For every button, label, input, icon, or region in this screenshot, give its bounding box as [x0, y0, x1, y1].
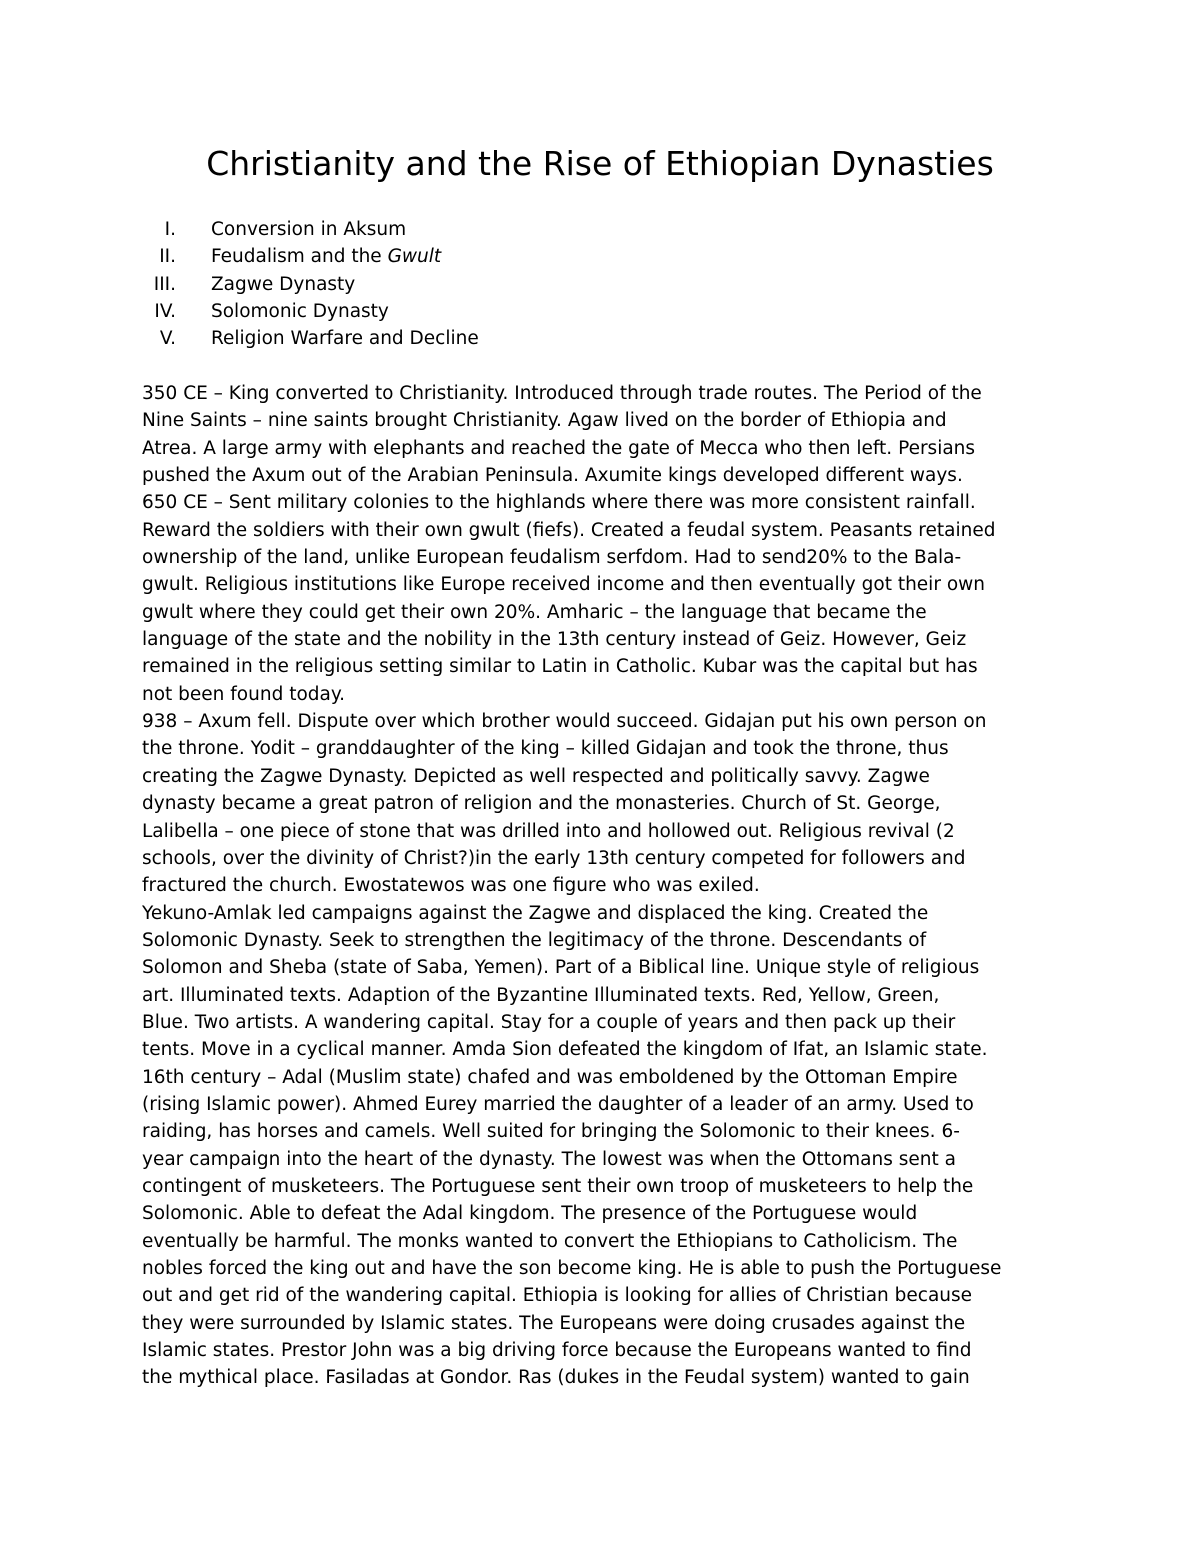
outline-numeral: V. [159, 328, 176, 350]
outline-text: Solomonic Dynasty [211, 300, 389, 322]
outline-numeral: I. [164, 219, 176, 240]
outline-text: Zagwe Dynasty [211, 273, 356, 295]
body-text-line: Solomon and Sheba (state of Saba, Yemen). Part of a Biblical line. Unique style of religious [142, 957, 980, 979]
outline-text: Feudalism and the [211, 246, 388, 268]
outline-text: Religion Warfare and Decline [211, 328, 479, 350]
body-text-line: ownership of the land, unlike European feudalism serfdom. Had to send20% to the Bala- [142, 547, 962, 569]
document-title: Christianity and the Rise of Ethiopian Dynasties [206, 144, 994, 183]
body-text-line: eventually be harmful. The monks wanted to convert the Ethiopians to Catholicism. The [142, 1230, 958, 1252]
body-text-line: language of the state and the nobility in the 13th century instead of Geiz. However, Geiz [142, 629, 967, 651]
outline-numeral: IV. [154, 300, 176, 322]
body-text-line: Lalibella – one piece of stone that was drilled into and hollowed out. Religious revival (2 [142, 820, 955, 842]
outline-italic-term: Gwult [387, 246, 442, 268]
body-text-line: art. Illuminated texts. Adaption of the Byzantine Illuminated texts. Red, Yellow, Green, [142, 984, 940, 1006]
body-text-line: Solomonic. Able to defeat the Adal kingdom. The presence of the Portuguese would [142, 1203, 918, 1225]
body-text-line: remained in the religious setting similar to Latin in Catholic. Kubar was the capital but has [142, 656, 978, 678]
outline-item [142, 216, 479, 243]
body-text-line: schools, over the divinity of Christ?)in the early 13th century competed for followers and [142, 847, 966, 869]
body-text-line: not been found today. [142, 683, 346, 705]
body-text-line: Reward the soldiers with their own gwult (fiefs). Created a feudal system. Peasants retained [142, 519, 996, 541]
outline-item [142, 271, 479, 298]
outline-item [142, 325, 479, 352]
body-text-line: pushed the Axum out of the Arabian Peninsula. Axumite kings developed different ways. [142, 465, 963, 487]
body-text [142, 380, 1062, 1392]
outline-item [142, 243, 479, 270]
body-text-line: gwult. Religious institutions like Europe received income and then eventually got their own [142, 574, 985, 596]
outline-numeral: II. [159, 246, 176, 268]
body-text-line: year campaign into the heart of the dynasty. The lowest was when the Ottomans sent a [142, 1148, 956, 1170]
body-text-line: 16th century – Adal (Muslim state) chafed and was emboldened by the Ottoman Empire [142, 1066, 958, 1088]
body-text-line: Nine Saints – nine saints brought Christianity. Agaw lived on the border of Ethiopia and [142, 410, 947, 432]
body-text-line: (rising Islamic power). Ahmed Eurey married the daughter of a leader of an army. Used to [142, 1093, 974, 1115]
body-text-line: Atrea. A large army with elephants and reached the gate of Mecca who then left. Persians [142, 437, 976, 459]
outline-list [142, 216, 479, 352]
body-text-line: the throne. Yodit – granddaughter of the king – killed Gidajan and took the throne, thus [142, 738, 949, 760]
body-text-line: dynasty became a great patron of religion and the monasteries. Church of St. George, [142, 793, 941, 815]
body-text-line: gwult where they could get their own 20%. Amharic – the language that became the [142, 601, 927, 623]
body-text-line: they were surrounded by Islamic states. The Europeans were doing crusades against the [142, 1312, 966, 1334]
body-text-line: Islamic states. Prestor John was a big driving force because the Europeans wanted to find [142, 1340, 972, 1362]
body-text-line: 350 CE – King converted to Christianity. Introduced through trade routes. The Period of the [142, 383, 982, 404]
body-text-line: contingent of musketeers. The Portuguese sent their own troop of musketeers to help the [142, 1175, 974, 1197]
body-text-line: raiding, has horses and camels. Well suited for bringing the Solomonic to their knees. 6- [142, 1121, 960, 1143]
body-text-line: 650 CE – Sent military colonies to the highlands where there was more consistent rainfall. [142, 492, 976, 514]
body-text-line: 938 – Axum fell. Dispute over which brother would succeed. Gidajan put his own person on [142, 711, 987, 733]
outline-numeral: III. [153, 273, 176, 295]
body-text-line: creating the Zagwe Dynasty. Depicted as well respected and politically savvy. Zagwe [142, 765, 930, 787]
body-text-line: Solomonic Dynasty. Seek to strengthen the legitimacy of the throne. Descendants of [142, 929, 927, 951]
body-text-line: tents. Move in a cyclical manner. Amda Sion defeated the kingdom of Ifat, an Islamic state. [142, 1039, 988, 1061]
body-text-line: Blue. Two artists. A wandering capital. Stay for a couple of years and then pack up their [142, 1011, 956, 1033]
body-text-line: Yekuno-Amlak led campaigns against the Zagwe and displaced the king. Created the [142, 902, 929, 924]
body-text-line: the mythical place. Fasiladas at Gondor. Ras (dukes in the Feudal system) wanted to gain [142, 1367, 970, 1389]
outline-item [142, 298, 479, 325]
outline-text: Conversion in Aksum [211, 219, 407, 240]
body-text-line: nobles forced the king out and have the son become king. He is able to push the Portuguese [142, 1258, 1002, 1279]
body-text-line: out and get rid of the wandering capital. Ethiopia is looking for allies of Christian because [142, 1285, 973, 1307]
body-text-line: fractured the church. Ewostatewos was one figure who was exiled. [142, 875, 760, 897]
